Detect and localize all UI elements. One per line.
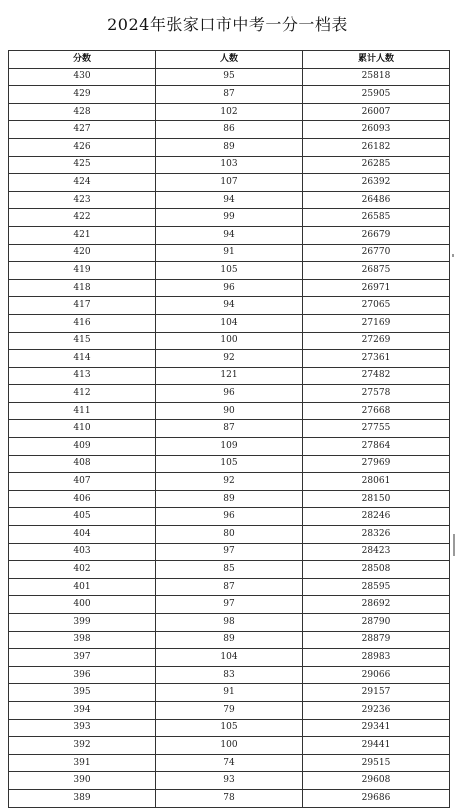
cell-score: 392 [9,737,156,755]
cell-cumulative: 26093 [303,121,450,139]
cell-score: 401 [9,578,156,596]
cell-count: 89 [156,631,303,649]
cell-score: 423 [9,191,156,209]
cell-score: 429 [9,86,156,104]
cell-cumulative: 28423 [303,543,450,561]
cell-score: 420 [9,244,156,262]
column-header-cumulative: 累计人数 [303,51,450,69]
cell-cumulative: 29686 [303,789,450,807]
cell-count: 91 [156,244,303,262]
table-row [9,103,450,121]
table-row [9,455,450,473]
column-header-score: 分数 [9,51,156,69]
cell-count: 83 [156,666,303,684]
cell-score: 414 [9,350,156,368]
table-row [9,596,450,614]
cell-cumulative: 28326 [303,526,450,544]
table-row [9,262,450,280]
cell-count: 94 [156,226,303,244]
cell-count: 74 [156,754,303,772]
column-header-count: 人数 [156,51,303,69]
cell-count: 104 [156,649,303,667]
cell-score: 399 [9,614,156,632]
cell-cumulative: 27269 [303,332,450,350]
score-distribution-table [8,50,450,808]
cell-count: 98 [156,614,303,632]
table-row [9,244,450,262]
cell-score: 394 [9,701,156,719]
cell-cumulative: 26585 [303,209,450,227]
cell-count: 94 [156,297,303,315]
table-row [9,543,450,561]
cell-count: 86 [156,121,303,139]
edge-mark-top [452,254,454,257]
cell-cumulative: 26486 [303,191,450,209]
cell-score: 391 [9,754,156,772]
cell-cumulative: 28150 [303,490,450,508]
table-row [9,420,450,438]
table-row [9,737,450,755]
cell-count: 87 [156,420,303,438]
cell-cumulative: 26182 [303,138,450,156]
cell-cumulative: 29441 [303,737,450,755]
cell-score: 418 [9,279,156,297]
cell-cumulative: 27755 [303,420,450,438]
cell-count: 89 [156,490,303,508]
table-row [9,526,450,544]
cell-score: 426 [9,138,156,156]
cell-score: 408 [9,455,156,473]
cell-cumulative: 27065 [303,297,450,315]
cell-score: 407 [9,473,156,491]
cell-cumulative: 25818 [303,68,450,86]
table-row [9,332,450,350]
cell-cumulative: 28983 [303,649,450,667]
cell-cumulative: 29236 [303,701,450,719]
cell-count: 90 [156,402,303,420]
table-row [9,350,450,368]
cell-count: 103 [156,156,303,174]
table-row [9,684,450,702]
cell-score: 413 [9,367,156,385]
table-row [9,701,450,719]
table-header-row [9,51,450,69]
cell-count: 80 [156,526,303,544]
cell-cumulative: 27578 [303,385,450,403]
cell-score: 419 [9,262,156,280]
cell-cumulative: 29608 [303,772,450,790]
cell-cumulative: 26392 [303,174,450,192]
cell-score: 395 [9,684,156,702]
cell-count: 87 [156,86,303,104]
cell-cumulative: 28879 [303,631,450,649]
cell-count: 100 [156,737,303,755]
cell-count: 107 [156,174,303,192]
cell-score: 417 [9,297,156,315]
cell-cumulative: 28790 [303,614,450,632]
cell-count: 92 [156,473,303,491]
cell-cumulative: 29341 [303,719,450,737]
cell-cumulative: 26875 [303,262,450,280]
table-row [9,772,450,790]
cell-score: 424 [9,174,156,192]
cell-cumulative: 28246 [303,508,450,526]
cell-cumulative: 26770 [303,244,450,262]
cell-cumulative: 29157 [303,684,450,702]
cell-count: 102 [156,103,303,121]
table-row [9,631,450,649]
table-row [9,385,450,403]
table-row [9,297,450,315]
cell-score: 396 [9,666,156,684]
cell-count: 97 [156,543,303,561]
cell-count: 94 [156,191,303,209]
cell-count: 96 [156,508,303,526]
cell-score: 393 [9,719,156,737]
table-row [9,490,450,508]
cell-cumulative: 26679 [303,226,450,244]
cell-count: 85 [156,561,303,579]
cell-score: 398 [9,631,156,649]
table-row [9,121,450,139]
cell-cumulative: 26971 [303,279,450,297]
cell-cumulative: 27482 [303,367,450,385]
cell-cumulative: 28595 [303,578,450,596]
cell-score: 405 [9,508,156,526]
cell-score: 404 [9,526,156,544]
cell-score: 416 [9,314,156,332]
cell-count: 96 [156,385,303,403]
cell-score: 411 [9,402,156,420]
cell-score: 427 [9,121,156,139]
cell-count: 91 [156,684,303,702]
table-row [9,174,450,192]
cell-cumulative: 27864 [303,438,450,456]
table-row [9,438,450,456]
cell-cumulative: 25905 [303,86,450,104]
cell-cumulative: 27668 [303,402,450,420]
table-row [9,138,450,156]
cell-cumulative: 27169 [303,314,450,332]
cell-count: 105 [156,262,303,280]
cell-count: 95 [156,68,303,86]
table-row [9,402,450,420]
cell-cumulative: 29066 [303,666,450,684]
table-row [9,68,450,86]
cell-score: 400 [9,596,156,614]
table-row [9,508,450,526]
table-row [9,156,450,174]
page-title: 2024年张家口市中考一分一档表 [107,15,348,34]
cell-cumulative: 26007 [303,103,450,121]
cell-cumulative: 26285 [303,156,450,174]
cell-count: 104 [156,314,303,332]
table-row [9,666,450,684]
cell-score: 403 [9,543,156,561]
table-row [9,314,450,332]
cell-score: 422 [9,209,156,227]
cell-score: 397 [9,649,156,667]
cell-cumulative: 27969 [303,455,450,473]
cell-score: 415 [9,332,156,350]
table-row [9,279,450,297]
cell-cumulative: 27361 [303,350,450,368]
table-row [9,209,450,227]
cell-cumulative: 29515 [303,754,450,772]
cell-count: 99 [156,209,303,227]
table-row [9,86,450,104]
cell-count: 105 [156,719,303,737]
cell-score: 410 [9,420,156,438]
cell-count: 78 [156,789,303,807]
table-row [9,614,450,632]
cell-count: 121 [156,367,303,385]
cell-score: 428 [9,103,156,121]
cell-count: 97 [156,596,303,614]
table-row [9,649,450,667]
cell-count: 93 [156,772,303,790]
cell-count: 109 [156,438,303,456]
cell-count: 92 [156,350,303,368]
table-row [9,191,450,209]
cell-score: 406 [9,490,156,508]
table-row [9,578,450,596]
cell-score: 402 [9,561,156,579]
cell-cumulative: 28692 [303,596,450,614]
table-body [9,68,450,807]
table-row [9,789,450,807]
table-row [9,367,450,385]
cell-count: 89 [156,138,303,156]
cell-score: 421 [9,226,156,244]
cell-cumulative: 28508 [303,561,450,579]
cell-score: 409 [9,438,156,456]
cell-score: 389 [9,789,156,807]
cell-score: 412 [9,385,156,403]
table-row [9,719,450,737]
cell-count: 87 [156,578,303,596]
cell-score: 390 [9,772,156,790]
cell-score: 430 [9,68,156,86]
cell-count: 100 [156,332,303,350]
cell-count: 96 [156,279,303,297]
cell-count: 105 [156,455,303,473]
table-row [9,473,450,491]
cell-cumulative: 28061 [303,473,450,491]
table-row [9,226,450,244]
cell-count: 79 [156,701,303,719]
table-row [9,561,450,579]
cell-score: 425 [9,156,156,174]
